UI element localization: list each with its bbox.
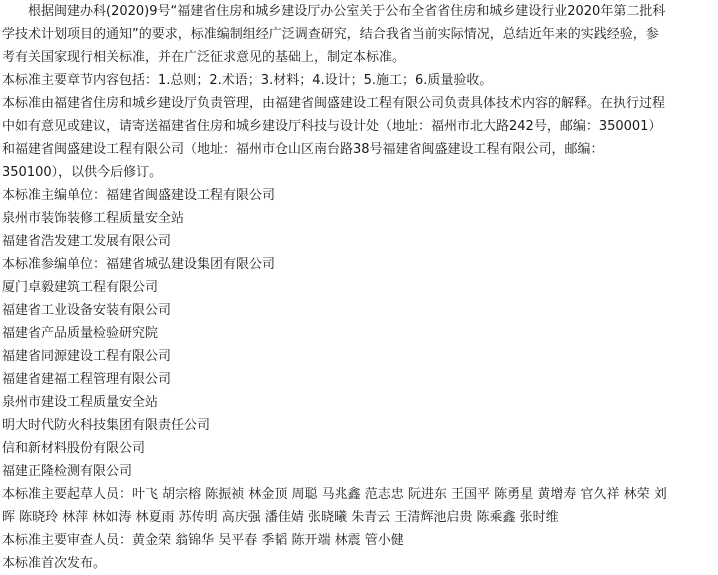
- paragraph-line: 本标准由福建省住房和城乡建设厅负责管理，由福建省闽盛建设工程有限公司负责具体技术内容的解释。在执行过程: [2, 96, 666, 111]
- participating-unit: 福建正隆检测有限公司: [2, 464, 133, 479]
- paragraph-line: 350100），以供今后修订。: [2, 165, 163, 180]
- paragraph-line: 学技术计划项目的通知”的要求，标准编制组经广泛调查研究，结合我省当前实际情况，总结近年来的实践经验，参: [2, 27, 659, 42]
- participating-unit: 泉州市建设工程质量安全站: [2, 395, 159, 410]
- drafters-line: 本标准主要起草人员：叶飞 胡宗榕 陈振祯 林金顶 周聪 马兆鑫 范志忠 阮进东 王国平 陈勇星 黄增寿 官久祥 林荣 刘: [2, 487, 667, 502]
- paragraph-line: 中如有意见或建议，请寄送福建省住房和城乡建设厅科技与设计处（地址：福州市北大路242号，邮编：350001）: [2, 119, 662, 134]
- chief-editor-unit: 本标准主编单位：福建省闽盛建设工程有限公司: [2, 188, 276, 203]
- drafters-line: 晖 陈晓玲 林萍 林如涛 林夏雨 苏传明 高庆强 潘佳婧 张晓曦 朱青云 王清辉池启贵 陈乘鑫 张时维: [2, 510, 559, 525]
- paragraph-line: 考有关国家现行相关标准，并在广泛征求意见的基础上，制定本标准。: [2, 50, 406, 65]
- participating-unit: 本标准参编单位：福建省城弘建设集团有限公司: [2, 257, 276, 272]
- first-release-note: 本标准首次发布。: [2, 556, 107, 571]
- reviewers-line: 本标准主要审查人员：黄金荣 翁锦华 吴平春 季韬 陈开端 林震 管小健: [2, 533, 404, 548]
- participating-unit: 福建省产品质量检验研究院: [2, 326, 159, 341]
- participating-unit: 明大时代防火科技集团有限责任公司: [2, 418, 211, 433]
- participating-unit: 福建省同源建设工程有限公司: [2, 349, 172, 364]
- participating-unit: 福建省建福工程管理有限公司: [2, 372, 172, 387]
- paragraph-line: 根据闽建办科(2020)9号“福建省住房和城乡建设厅办公室关于公布全省省住房和城乡建设行业2020年第二批科: [28, 4, 666, 19]
- paragraph-line: 本标准主要章节内容包括：1.总则；2.术语；3.材料；4.设计；5.施工；6.质量验收。: [2, 73, 493, 88]
- participating-unit: 福建省工业设备安装有限公司: [2, 303, 172, 318]
- participating-unit: 信和新材料股份有限公司: [2, 441, 146, 456]
- chief-editor-unit: 福建省浩发建工发展有限公司: [2, 234, 172, 249]
- participating-unit: 厦门卓毅建筑工程有限公司: [2, 280, 159, 295]
- paragraph-line: 和福建省闽盛建设工程有限公司（地址：福州市仓山区南台路38号福建省闽盛建设工程有限公司，邮编：: [2, 142, 604, 157]
- chief-editor-unit: 泉州市装饰装修工程质量安全站: [2, 211, 185, 226]
